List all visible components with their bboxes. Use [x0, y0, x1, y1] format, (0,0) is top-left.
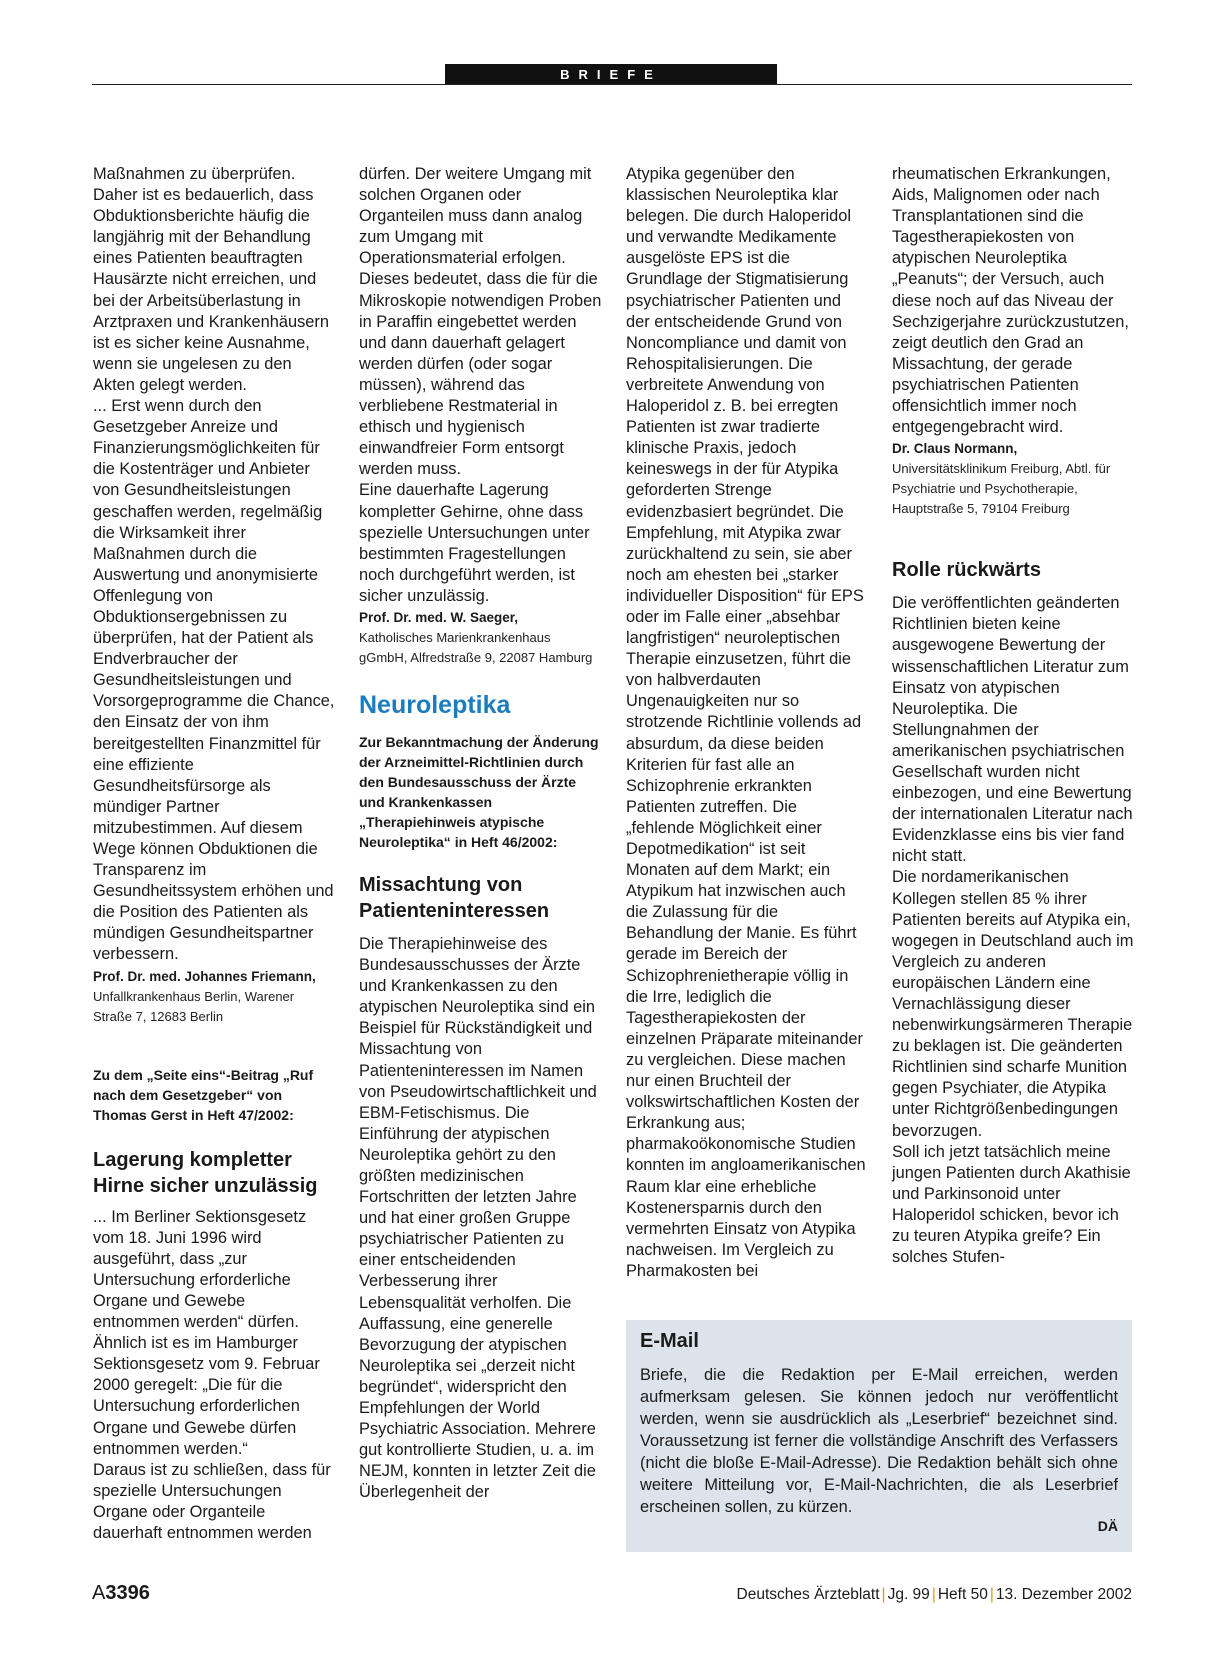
paragraph: Atypika gegenüber den klassischen Neuroleptika klar belegen. Die durch Haloperidol und verwandte Medikamente ausgelöste EPS ist die Grundlage der Stigmatisierung psychiatrischer Patienten und der entscheidende Grund von Noncompliance und damit von Rehospitalisierungen. Die verbreitete Anwendung von Haloperidol z. B. bei erregten Patienten ist zwar tradierte klinische Praxis, jedoch keineswegs in der für Atypika geforderten Strenge evidenzbasiert begründet. Die Empfehlung, mit Atypika zwar zurückhaltend zu sein, sie aber noch am ehesten bei „starker individueller Disposition“ für EPS oder im Falle einer „absehbar langfristigen“ neuroleptischen Therapie einzusetzen, führt die von halbverdauten Ungenauigkeiten nur so strotzende Richtlinie vollends ad absurdum, da diese beiden Kriterien für fast alle an Schizophrenie erkrankten Patienten zutreffen. Die „fehlende Möglichkeit einer Depotmedikation“ ist seit Monaten auf dem Markt; ein Atypikum hat inzwischen auch die Zulassung für die Behandlung der Manie. Es führt gerade im Bereich der Schizophrenietherapie völlig in die Irre, lediglich die Tagestherapiekosten der einzelnen Präparate miteinander zu vergleichen. Diese machen nur einen Bruchteil der volkswirtschaftlichen Kosten der Erkrankung aus; pharmakoökonomische Studien konnten im angloamerikanischen Raum klar eine erhebliche Kostenersparnis durch den vermehrten Einsatz von Atypika nachweisen. Im Vergleich zu Pharmakosten bei [626, 165, 866, 1280]
paragraph: dürfen. Der weitere Umgang mit solchen Organen oder Organteilen muss dann analog zum Umgang mit Operationsmaterial erfolgen. Dieses bedeutet, dass die für die Mikroskopie notwendigen Proben in Paraffin eingebettet werden und dann dauerhaft gelagert werden dürfen (oder sogar müssen), während das verbliebene Restmaterial in ethisch und hygienisch einwandfreier Form entsorgt werden muss. [359, 165, 602, 479]
paragraph: ... Im Berliner Sektionsgesetz vom 18. Juni 1996 wird ausgeführt, dass „zur Untersuchung erforderliche Organe und Gewebe entnommen werden“ dürfen. Ähnlich ist es im Hamburger Sektionsgesetz vom 9. Februar 2000 geregelt: „Die für die Untersuchung erforderlichen Organe und Gewebe dürfen entnommen werden.“ [93, 1207, 320, 1458]
page-number-value: 3396 [105, 1582, 150, 1604]
author-name: Prof. Dr. med. Johannes Friemann, [93, 968, 316, 984]
author-name: Dr. Claus Normann, [892, 441, 1018, 457]
email-box-text: Briefe, die die Redaktion per E-Mail erreichen, werden aufmerksam gelesen. Sie können jedoch nur veröffentlicht werden, wenn sie ausdrücklich als „Leserbrief“ bezeichnet sind. Voraussetzung ist ferner die vollständige Anschrift des Verfassers (nicht die bloße E-Mail-Adresse). Die Redaktion behält sich ohne weitere Mitteilung vor, E-Mail-Nachrichten, die als Leserbrief erscheinen sollen, zu kürzen. [640, 1366, 1118, 1516]
paragraph: Daraus ist zu schließen, dass für spezielle Untersuchungen Organe oder Organteile dauerhaft entnommen werden [93, 1460, 331, 1542]
paragraph: Die nordamerikanischen Kollegen stellen 85 % ihrer Patienten bereits auf Atypika ein, wogegen in Deutschland auch im Vergleich zu anderen europäischen Ländern eine Vernachlässigung dieser nebenwirkungsärmeren Therapie zu beklagen ist. Die geänderten Richtlinien sind scharfe Munition gegen Psychiater, die Atypika unter Richtgrößenbedingungen bevorzugen. [892, 868, 1134, 1140]
email-box-signature: DÄ [1097, 1518, 1118, 1534]
separator: | [881, 1586, 886, 1603]
column-4 [892, 164, 1135, 1268]
letter-heading: Rolle rückwärts [892, 559, 1041, 582]
issue-date: 13. Dezember 2002 [995, 1586, 1132, 1603]
separator: | [989, 1586, 994, 1603]
separator: | [931, 1586, 936, 1603]
journal-name: Deutsches Ärzteblatt [736, 1586, 880, 1603]
topic-heading: Neuroleptika [359, 690, 511, 719]
header-rule [92, 84, 1132, 85]
journal-issue: Heft 50 [937, 1586, 988, 1603]
author-affiliation: Katholisches Marienkrankenhaus gGmbH, Alfredstraße 9, 22087 Hamburg [359, 629, 593, 665]
paragraph: Die veröffentlichten geänderten Richtlinien bieten keine ausgewogene Bewertung der wissenschaftlichen Literatur zum Einsatz von atypischen Neuroleptika. Die Stellungnahmen der amerikanischen psychiatrischen Gesellschaft wurden nicht einbezogen, und eine Bewertung der internationalen Literatur nach Evidenzklasse eins bis vier fand nicht statt. [892, 594, 1133, 866]
column-1 [93, 164, 336, 1544]
column-2 [359, 164, 602, 1504]
author-affiliation: Universitätsklinikum Freiburg, Abtl. für Psychiatrie und Psychotherapie, Hauptstraße 5, 79104 Freiburg [892, 461, 1111, 517]
paragraph: Die Therapiehinweise des Bundesausschusses der Ärzte und Krankenkassen zu den atypischen Neuroleptika sind ein Beispiel für Rückständigkeit und Missachtung von Patienteninteressen im Namen von Pseudowirtschaftlichkeit und EBM-Fetischismus. Die Einführung der atypischen Neuroleptika gehört zu den größten medizinischen Fortschritten der letzten Jahre und hat einer großen Gruppe psychiatrischer Patienten zu einer entscheidenden Verbesserung ihrer Lebensqualität verholfen. Die Auffassung, eine generelle Bevorzugung der atypischen Neuroleptika sei „derzeit nicht begründet“, widerspricht den Empfehlungen der World Psychiatric Association. Mehrere gut kontrollierte Studien, u. a. im NEJM, konnten in letzter Zeit die Überlegenheit der [359, 934, 597, 1502]
paragraph: Eine dauerhafte Lagerung kompletter Gehirne, ohne dass spezielle Untersuchungen unter bestimmten Fragestellungen noch durchgeführt werden, ist sicher unzulässig. [359, 481, 590, 605]
letter-reference: Zu dem „Seite eins“-Beitrag „Ruf nach dem Gesetzgeber“ von Thomas Gerst in Heft 47/2002: [93, 1066, 314, 1123]
section-header: BRIEFE [445, 64, 777, 85]
author-affiliation: Unfallkrankenhaus Berlin, Warener Straße 7, 12683 Berlin [93, 988, 295, 1024]
author-name: Prof. Dr. med. W. Saeger, [359, 609, 519, 625]
letter-reference: Zur Bekanntmachung der Änderung der Arzneimittel-Richtlinien durch den Bundesausschuss der Ärzte und Krankenkassen „Therapiehinweis atypische Neuroleptika“ in Heft 46/2002: [359, 733, 599, 850]
paragraph: rheumatischen Erkrankungen, Aids, Malignomen oder nach Transplantationen sind die Tagestherapiekosten von atypischen Neuroleptika „Peanuts“; der Versuch, auch diese noch auf das Niveau der Sechzigerjahre zurückzustutzen, zeigt deutlich den Grad an Missachtung, der gerade psychiatrischen Patienten offensichtlich immer noch entgegengebracht wird. [892, 165, 1129, 437]
column-3 [626, 164, 869, 1282]
paragraph: Soll ich jetzt tatsächlich meine jungen Patienten durch Akathisie und Parkinsonoid unter Haloperidol schicken, bevor ich zu teuren Atypika greife? Ein solches Stufen- [892, 1142, 1131, 1267]
email-box-title: E-Mail [640, 1330, 699, 1352]
paragraph: ... Erst wenn durch den Gesetzgeber Anreize und Finanzierungsmöglichkeiten für die Kostenträger und Anbieter von Gesundheitsleistungen geschaffen werden, regelmäßig die Wirksamkeit ihrer Maßnahmen durch die Auswertung und anonymisierte Offenlegung von Obduktionsergebnissen zu überprüfen, hat der Patient als Endverbraucher der Gesundheitsleistungen und Vorsorgeprogramme die Chance, den Einsatz der von ihm bereitgestellten Finanzmittel für eine effiziente Gesundheitsfürsorge als mündiger Partner mitzubestimmen. Auf diesem Wege können Obduktionen die Transparenz im Gesundheitssystem erhöhen und die Position des Patienten als mündigen Gesundheitspartner verbessern. [93, 397, 335, 964]
email-info-box [626, 1320, 1132, 1552]
footer-citation [737, 1586, 1132, 1604]
page-number [92, 1582, 150, 1605]
journal-volume: Jg. 99 [887, 1586, 930, 1603]
letter-heading: Missachtung von Patienteninteressen [359, 873, 550, 922]
letter-heading: Lagerung kompletter Hirne sicher unzulässig [93, 1148, 318, 1197]
paragraph: Maßnahmen zu überprüfen. Daher ist es bedauerlich, dass Obduktionsberichte häufig die langjährig mit der Behandlung eines Patienten beauftragten Hausärzte nicht erreichen, und bei der Arbeitsüberlastung in Arztpraxen und Krankenhäusern ist es sicher keine Ausnahme, wenn sie ungelesen zu den Akten gelegt werden. [93, 165, 329, 394]
page-prefix: A [92, 1582, 106, 1604]
